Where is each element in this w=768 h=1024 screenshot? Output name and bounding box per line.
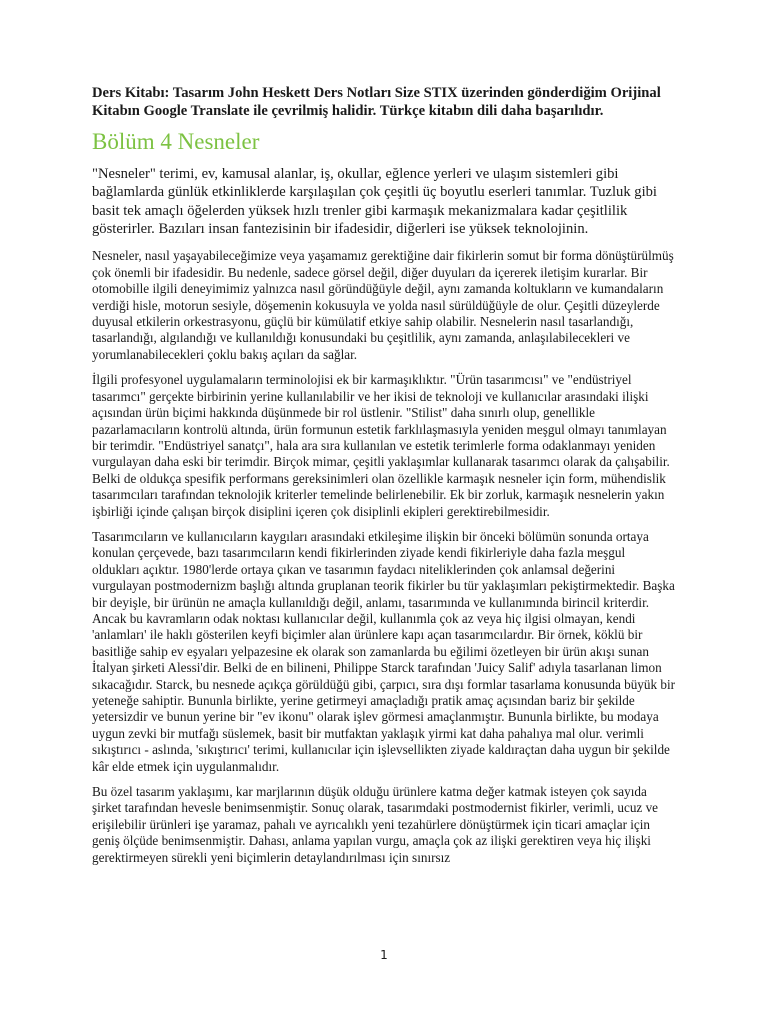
body-paragraph-2: İlgili profesyonel uygulamaların terminolojisi ek bir karmaşıklıktır. "Ürün tasarımcısı" ve "endüstriyel tasarımcı" gerçekte birbirinin yerine kullanılabilir ve her ikisi de teknoloji ve kullanıcılar arasındaki ilişki açısından ürün biçimi hakkında düşünmede bir rol üstlenir. "Stilist" daha sınırlı olup, genellikle pazarlamacıların kontrolü altında, ürün formunun estetik farklılaşmasıyla yeniden meşgul olmayı tanımlayan bir terimdir. "Endüstriyel sanatçı", hala ara sıra kullanılan ve estetik terimlerle forma odaklanmayı yeniden vurgulayan daha eski bir terimdir. Birçok mimar, çeşitli yaklaşımlar kullanarak tasarımcı olarak da çalışabilir. Belki de oldukça spesifik performans gereksinimleri olan özellikle karmaşık nesneler için form, mühendislik tasarımcıları tarafından teknolojik kriterler temelinde belirlenebilir. Ek bir zorluk, karmaşık nesnelerin yakın işbirliği içinde çalışan birçok disiplini içeren çok disiplinli ekipleri gerektirebilmesidir.	[92, 372, 670, 519]
lead-paragraph: "Nesneler" terimi, ev, kamusal alanlar, iş, okullar, eğlence yerleri ve ulaşım sistemleri gibi bağlamlarda günlük etkinliklerde karşılaşılan çok çeşitli üç boyutlu eserleri tanımlar. Tuzluk gibi basit tek amaçlı öğelerden yüksek hızlı trenler gibi karmaşık mekanizmalara kadar çeşitlilik gösterirler. Bazıları insan fantezisinin bir ifadesidir, diğerleri ise yüksek teknolojinin.	[92, 165, 657, 238]
body-paragraph-4: Bu özel tasarım yaklaşımı, kar marjlarının düşük olduğu ürünlere katma değer katmak isteyen çok sayıda şirket tarafından hevesle benimsenmiştir. Sonuç olarak, tasarımdaki postmodernist fikirler, verimli, ucuz ve erişilebilir ürünleri işe yaramaz, pahalı ve ayrıcalıklı yeni tezahürlere dönüştürmek için ticari amaçlar için geniş ölçüde benimsenmiştir. Dahası, anlama yapılan vurgu, amaçla çok az ilişki gerektiren veya hiç ilişki gerektirmeyen sürekli yeni biçimlerin detaylandırılması için sınırsız	[92, 784, 659, 865]
body-paragraph-1: Nesneler, nasıl yaşayabileceğimize veya yaşamamız gerektiğine dair fikirlerin somut bir forma dönüştürülmüş çok önemli bir ifadesidir. Bu nedenle, sadece görsel değil, diğer duyuları da içererek iletişim kurarlar. Bir otomobille ilgili deneyimimiz yalnızca nasıl göründüğüyle değil, aynı zamanda koltukların ve kumandaların verdiği hisle, motorun sesiyle, döşemenin kokusuyla ve yolda nasıl sürüldüğüyle de olur. Çeşitli düzeylerde duyusal etkilerin orkestrasyonu, güçlü bir kümülatif etkiye sahip olabilir. Nesnelerin nasıl tasarlandığı, tasarlandığı, algılandığı ve kullanıldığı konusundaki bu çeşitlilik, aynı zamanda, anlaşılabilecekleri ve yorumlanabilecekleri çoklu bakış açıları da sağlar.	[92, 248, 674, 362]
document-header: Ders Kitabı: Tasarım John Heskett Ders Notları Size STIX üzerinden gönderdiğim Orijinal Kitabın Google Translate ile çevrilmiş halidir. Türkçe kitabın dili daha başarılıdır.	[92, 85, 661, 120]
body-paragraph-3: Tasarımcıların ve kullanıcıların kaygıları arasındaki etkileşime ilişkin bir önceki bölümün sonunda ortaya konulan çerçevede, bazı tasarımcıların kendi fikirlerinden ziyade kendi fikirleriyle daha fazla meşgul oldukları açıktır. 1980'lerde ortaya çıkan ve tasarımın faydacı niteliklerinden çok anlamsal değerini vurgulayan postmodernizm başlığı altında gruplanan teorik fikirler bu tür yaklaşımları pekiştirmektedir. Başka bir deyişle, bir ürünün ne amaçla kullanıldığı değil, anlamı, tasarımında ve kullanımında birincil kriterdir. Ancak bu kavramların odak noktası kullanıcılar değil, kullanımla çok az veya hiç ilgisi olmayan, kendi 'anlamları' ile haklı gösterilen keyfi biçimler alan ürünlere kapı açan tasarımcılardır. Bir örnek, köklü bir basitliğe sahip ev eşyaları yelpazesine ek olarak son zamanlarda bu eğilimi özetleyen bir ürün akışı sunan İtalyan şirketi Alessi'dir. Belki de en bilineni, Philippe Starck tarafından 'Juicy Salif' adıyla tasarlanan limon sıkacağıdır. Starck, bu nesnede açıkça görüldüğü gibi, çarpıcı, sıra dışı formlar tasarlama konusunda büyük bir yeteneğe sahiptir. Bununla birlikte, yerine getirmeyi amaçladığı pratik amaç açısından bariz bir şekilde yetersizdir ve bunun yerine bir "ev ikonu" olarak işlev görmesi amaçlanmıştır. Bununla birlikte, bu modaya uygun zevki bir mutfağı süslemek, basit bir mutfaktan yaklaşık yirmi kat daha pahalıya mal olur. verimli sıkıştırıcı - aslında, 'sıkıştırıcı' terimi, kullanıcılar için işlevsellikten ziyade kaldıraçtan daha uygun bir şekilde kâr elde etmek için uygulanmalıdır.	[92, 528, 676, 774]
chapter-title: Bölüm 4 Nesneler	[92, 128, 260, 154]
page-number: 1	[380, 948, 388, 962]
